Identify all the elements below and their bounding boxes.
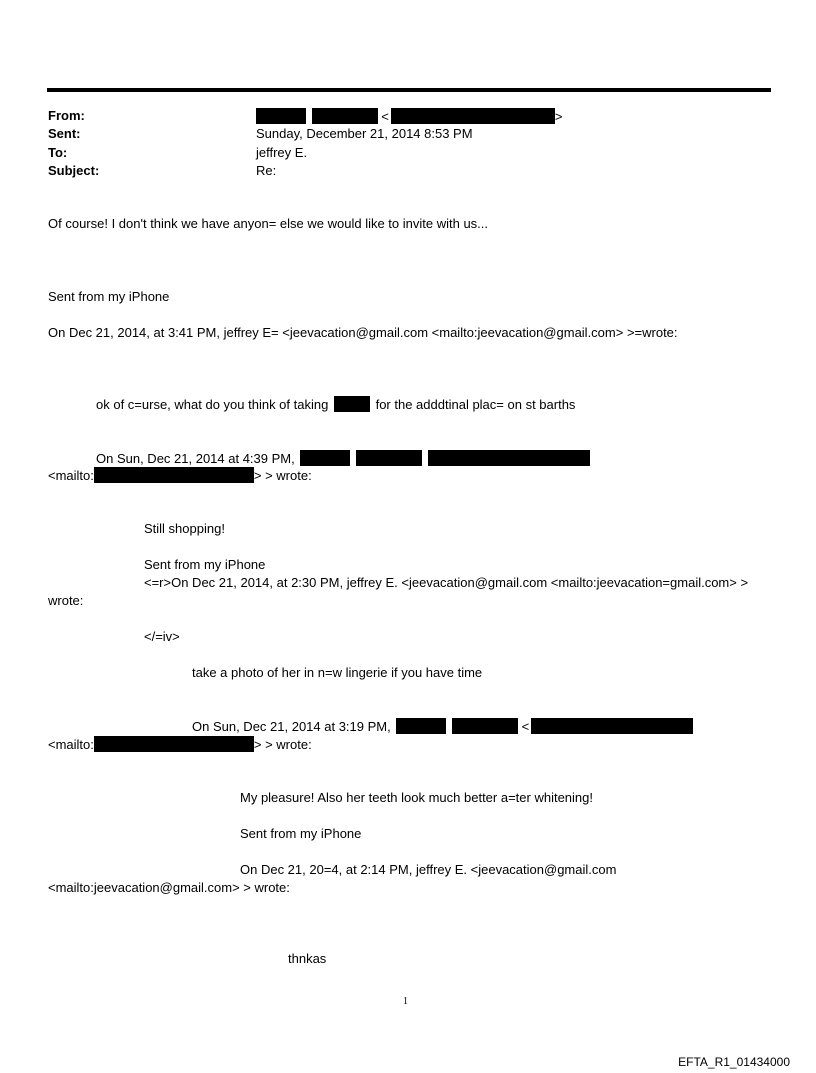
page-number: 1 — [403, 996, 408, 1007]
to-value: jeffrey E. — [256, 145, 308, 160]
quote-header-cont — [48, 736, 312, 753]
redaction-block — [428, 450, 590, 466]
quoted-line — [96, 396, 575, 413]
quote-header: <=r>On Dec 21, 2014, at 2:30 PM, jeffrey E. <jeevacation@gmail.com <mailto:jeevacation=gmail.com> > — [144, 575, 749, 590]
redaction-block — [300, 450, 350, 466]
redaction-block — [391, 108, 555, 124]
quoted-text: > > wrote: — [253, 468, 312, 483]
redaction-block — [94, 736, 254, 752]
from-close-bracket: > — [554, 109, 563, 124]
signature-line: Sent from my iPhone — [144, 557, 266, 572]
sent-value: Sunday, December 21, 2014 8:53 PM — [256, 126, 473, 141]
redaction-block — [334, 396, 370, 412]
quoted-text: <mailto: — [48, 468, 94, 483]
quote-header-cont: wrote: — [48, 593, 84, 608]
quoted-text: > > wrote: — [253, 737, 312, 752]
quoted-text: ok of c=urse, what do you think of taking — [96, 397, 329, 412]
quoted-text: <mailto: — [48, 737, 94, 752]
redaction-block — [312, 108, 378, 124]
document-id: EFTA_R1_01434000 — [678, 1055, 790, 1069]
from-label: From: — [48, 108, 85, 123]
redaction-block — [94, 467, 254, 483]
body-line: Of course! I don't think we have anyon= else we would like to invite with us... — [48, 216, 489, 231]
quote-header — [192, 718, 693, 735]
quoted-text: On Sun, Dec 21, 2014 at 4:39 PM, — [96, 451, 295, 466]
redaction-block — [256, 108, 306, 124]
quote-header: On Dec 21, 20=4, at 2:14 PM, jeffrey E. <jeevacation@gmail.com — [240, 862, 617, 877]
quoted-line: Still shopping! — [144, 521, 225, 536]
quoted-text: < — [521, 719, 530, 734]
quote-header — [96, 450, 590, 467]
signature-line: Sent from my iPhone — [48, 289, 170, 304]
to-label: To: — [48, 145, 68, 160]
from-open-bracket: < — [381, 109, 389, 124]
quoted-line: My pleasure! Also her teeth look much better a=ter whitening! — [240, 790, 593, 805]
quoted-line: </=iv> — [144, 629, 180, 644]
subject-label: Subject: — [48, 163, 100, 178]
header-rule — [47, 88, 771, 92]
redaction-block — [452, 718, 518, 734]
quote-header: On Dec 21, 2014, at 3:41 PM, jeffrey E= <jeevacation@gmail.com <mailto:jeevacation@gmail.com> >=wrote: — [48, 325, 678, 340]
redaction-block — [356, 450, 422, 466]
redaction-block — [396, 718, 446, 734]
signature-line: Sent from my iPhone — [240, 826, 362, 841]
redaction-block — [531, 718, 693, 734]
from-value — [256, 108, 562, 125]
quoted-text: On Sun, Dec 21, 2014 at 3:19 PM, — [192, 719, 391, 734]
quote-header-cont: <mailto:jeevacation@gmail.com> > wrote: — [48, 880, 290, 895]
quoted-text: for the adddtinal plac= on st barths — [375, 397, 576, 412]
sent-label: Sent: — [48, 126, 81, 141]
quoted-line: take a photo of her in n=w lingerie if you have time — [192, 665, 483, 680]
quote-header-cont — [48, 467, 312, 484]
subject-value: Re: — [256, 163, 277, 178]
quoted-line: thnkas — [288, 951, 327, 966]
